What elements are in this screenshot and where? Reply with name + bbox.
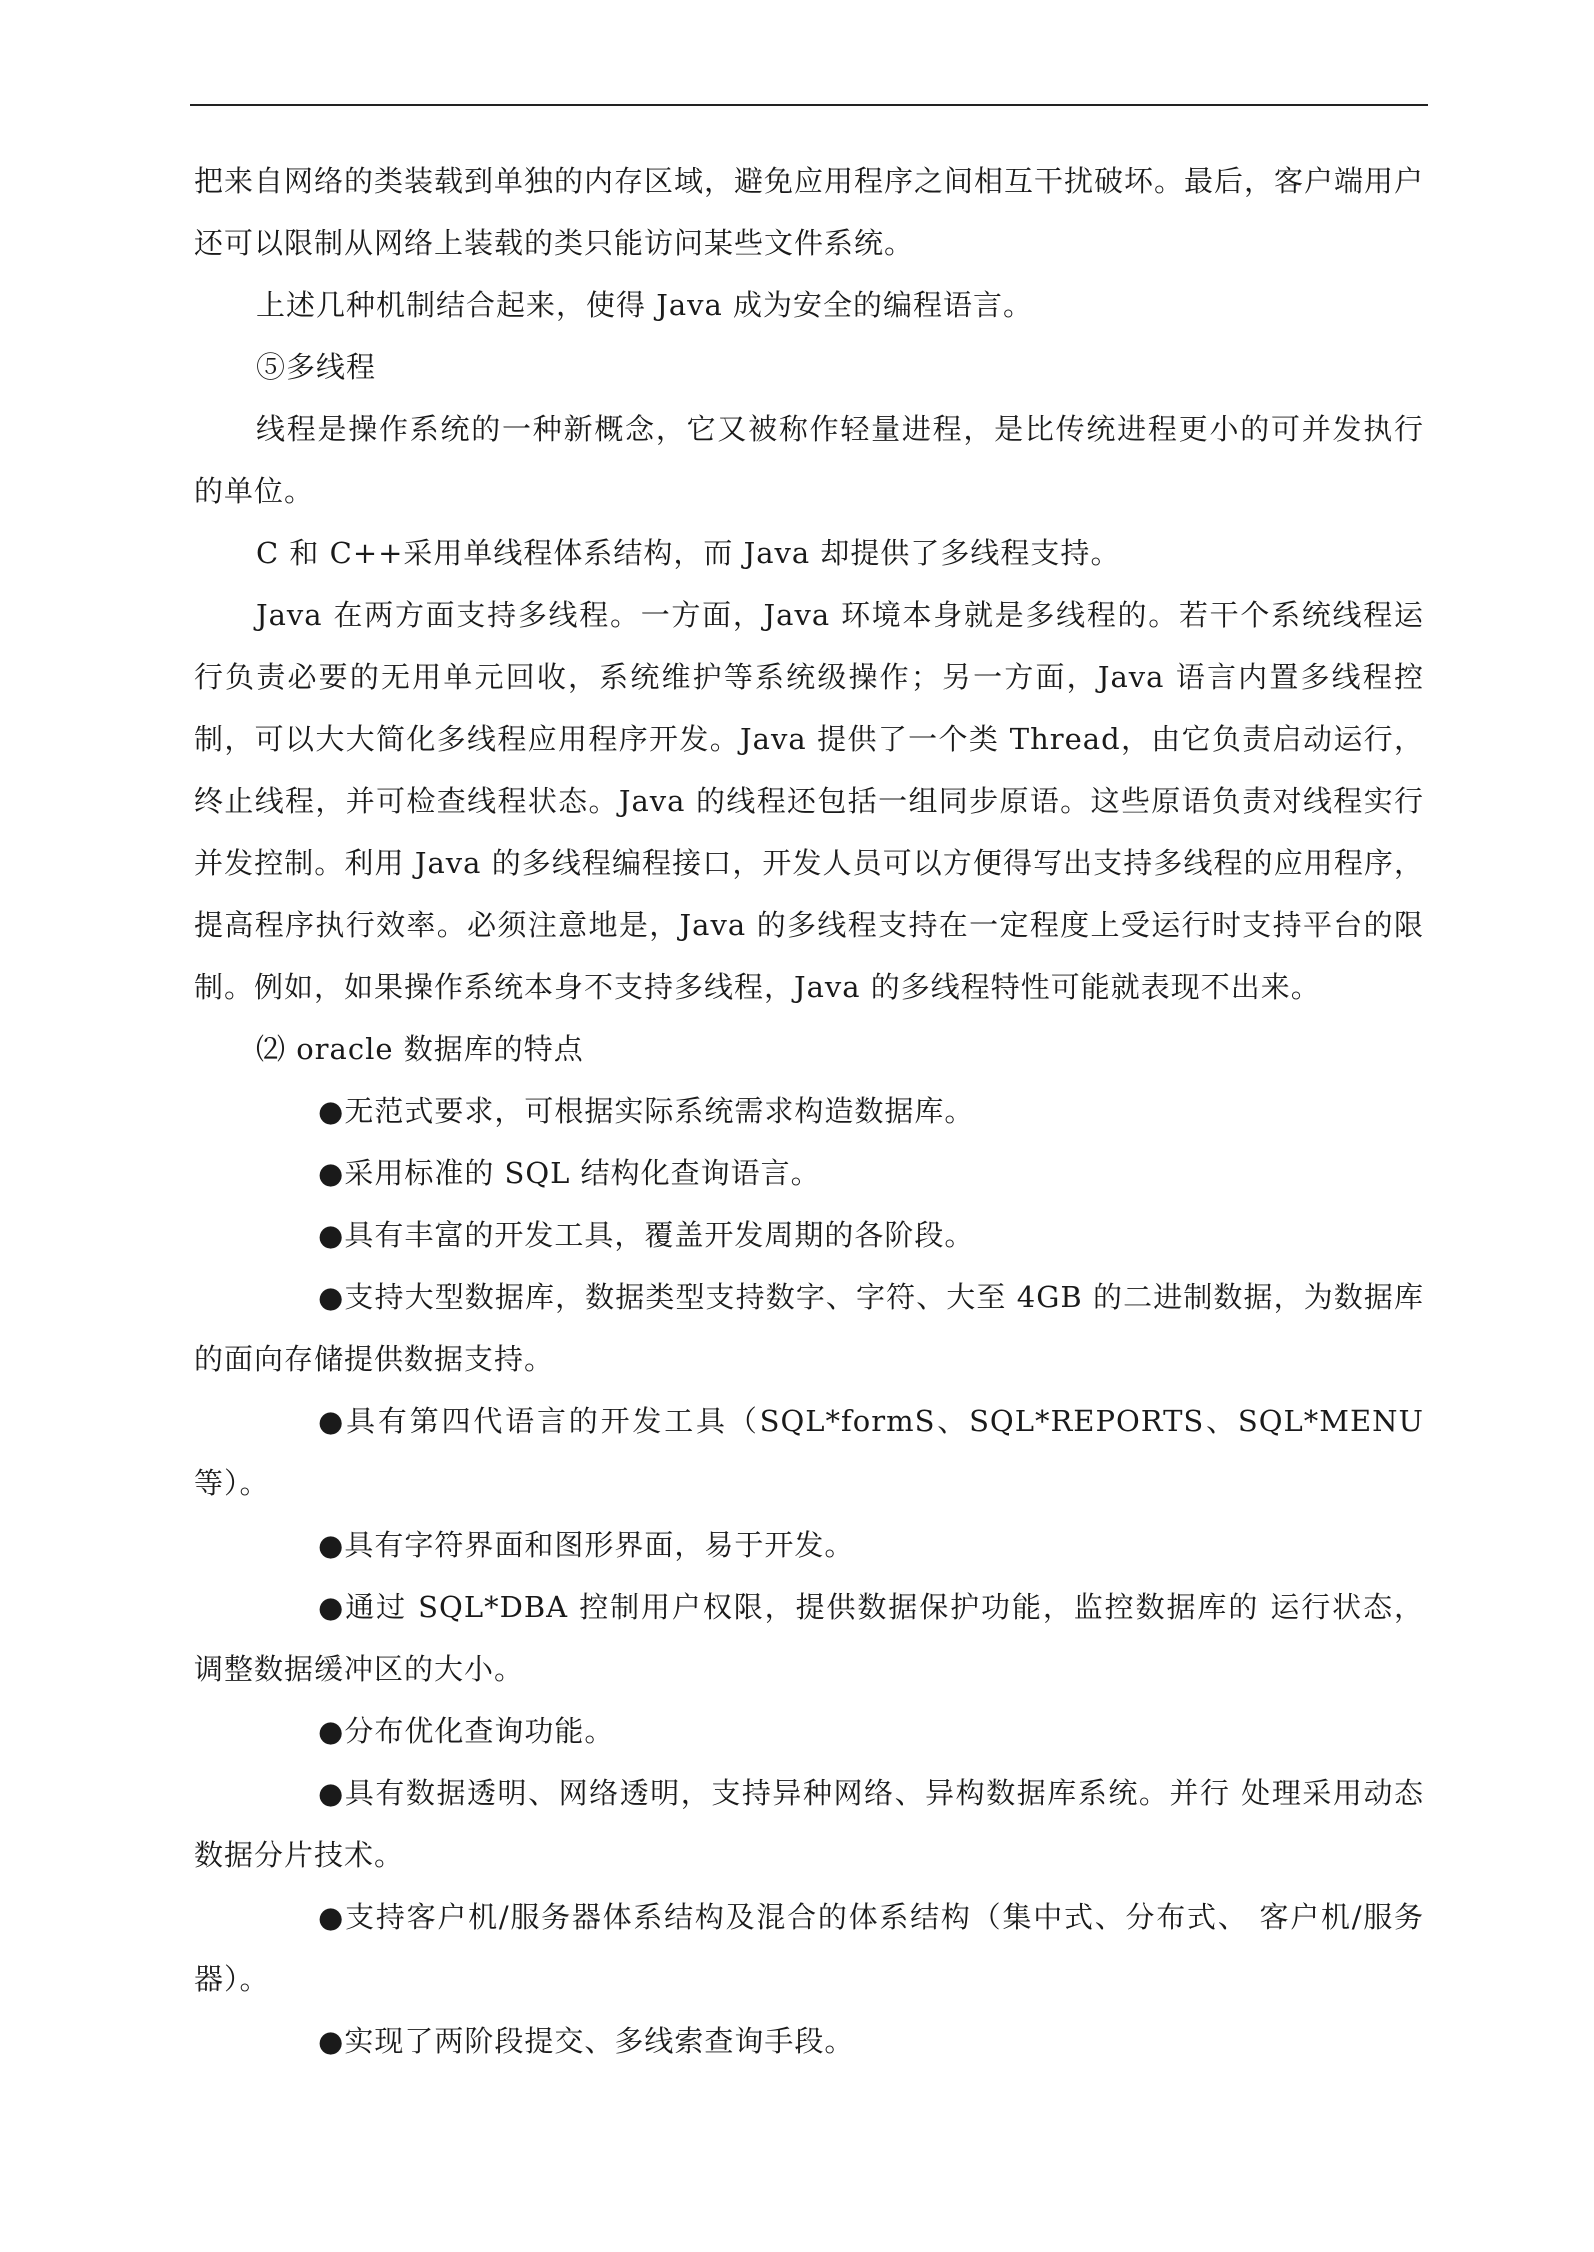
list-item	[194, 1886, 1424, 2010]
list-item	[194, 1514, 1424, 1576]
list-item-text: 支持大型数据库，数据类型支持数字、字符、大至 4GB 的二进制数据，为数据库的面向存储提供数据支持。	[194, 1280, 1424, 1376]
bullet-icon: ●	[318, 1776, 345, 1810]
bullet-icon: ●	[318, 1714, 345, 1748]
list-item	[194, 1390, 1424, 1514]
list-item	[194, 1576, 1424, 1700]
section-heading-oracle: ⑵ oracle 数据库的特点	[256, 1032, 584, 1066]
list-item-text: 支持客户机/服务器体系结构及混合的体系结构（集中式、分布式、 客户机/服务器）。	[194, 1900, 1424, 1996]
bullet-icon: ●	[318, 1590, 345, 1624]
bullet-icon: ●	[318, 1900, 345, 1934]
list-item-text: 具有字符界面和图形界面，易于开发。	[344, 1528, 855, 1562]
list-item-text: 通过 SQL*DBA 控制用户权限，提供数据保护功能，监控数据库的 运行状态，调整数据缓冲区的大小。	[194, 1590, 1424, 1686]
list-item-text: 具有丰富的开发工具，覆盖开发周期的各阶段。	[344, 1218, 975, 1252]
list-item-text: 采用标准的 SQL 结构化查询语言。	[344, 1156, 821, 1190]
list-item-text: 实现了两阶段提交、多线索查询手段。	[344, 2024, 855, 2058]
paragraph-security-summary: 上述几种机制结合起来，使得 Java 成为安全的编程语言。	[256, 288, 1034, 322]
list-item	[194, 1080, 1424, 1142]
list-item	[194, 1762, 1424, 1886]
list-item	[194, 2010, 1424, 2072]
list-item	[194, 1204, 1424, 1266]
list-item	[194, 1142, 1424, 1204]
list-item	[194, 1700, 1424, 1762]
list-item-text: 无范式要求，可根据实际系统需求构造数据库。	[344, 1094, 975, 1128]
bullet-icon: ●	[318, 1404, 345, 1438]
list-item-text: 具有第四代语言的开发工具（SQL*formS、SQL*REPORTS、SQL*MENU 等）。	[194, 1404, 1424, 1500]
paragraph-thread-concept: 线程是操作系统的一种新概念，它又被称作轻量进程，是比传统进程更小的可并发执行的单位。	[194, 412, 1424, 508]
body-text	[194, 150, 1424, 2072]
paragraph-java-multithread: Java 在两方面支持多线程。一方面，Java 环境本身就是多线程的。若干个系统线程运行负责必要的无用单元回收，系统维护等系统级操作；另一方面，Java 语言内置多线程控制，可以大大简化多线程应用程序开发。Java 提供了一个类 Thread，由它负责启动运行，终止线程，并可检查线程状态。Java 的线程还包括一组同步原语。这些原语负责对线程实行并发控制。利用 Java 的多线程编程接口，开发人员可以方便得写出支持多线程的应用程序，提高程序执行效率。必须注意地是，Java 的多线程支持在一定程度上受运行时支持平台的限制。例如，如果操作系统本身不支持多线程，Java 的多线程特性可能就表现不出来。	[194, 598, 1424, 1004]
bullet-icon: ●	[318, 1280, 345, 1314]
bullet-icon: ●	[318, 1218, 345, 1252]
paragraph-single-thread: C 和 C++采用单线程体系结构，而 Java 却提供了多线程支持。	[256, 536, 1121, 570]
bullet-icon: ●	[318, 1094, 345, 1128]
section-heading-multithreading: ⑤多线程	[256, 350, 377, 384]
list-item	[194, 1266, 1424, 1390]
bullet-icon: ●	[318, 1156, 345, 1190]
list-item-text: 具有数据透明、网络透明，支持异种网络、异构数据库系统。并行 处理采用动态数据分片技术。	[194, 1776, 1424, 1872]
bullet-icon: ●	[318, 1528, 345, 1562]
paragraph-continuation: 把来自网络的类装载到单独的内存区域，避免应用程序之间相互干扰破坏。最后，客户端用户还可以限制从网络上装载的类只能访问某些文件系统。	[194, 164, 1425, 260]
list-item-text: 分布优化查询功能。	[344, 1714, 615, 1748]
header-rule	[190, 104, 1428, 106]
bullet-icon: ●	[318, 2024, 345, 2058]
